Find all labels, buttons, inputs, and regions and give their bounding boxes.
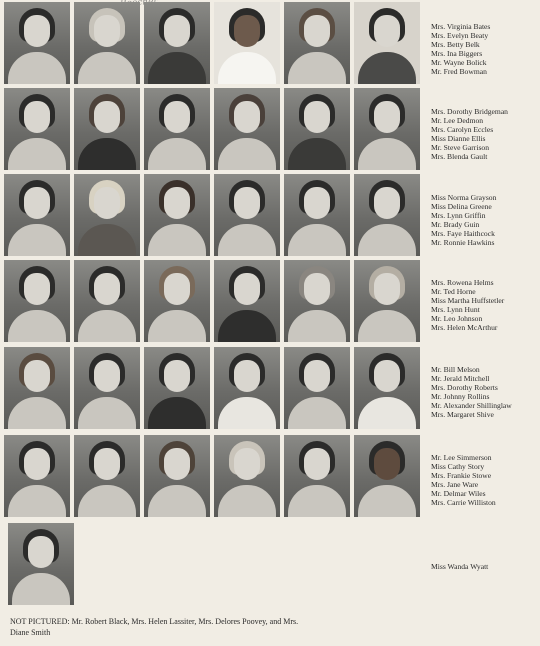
name-list (431, 365, 539, 429)
teacher-name: Mrs. Rowena Helms (431, 278, 494, 287)
photo-row (4, 523, 84, 607)
portrait-photo (74, 88, 140, 170)
portrait-photo (74, 2, 140, 84)
teacher-name (431, 420, 539, 429)
teacher-name: Mrs. Lynn Hunt (431, 305, 480, 315)
portrait-photo (214, 435, 280, 517)
teacher-name: Miss Delina Greene (431, 202, 492, 212)
photo-row (4, 88, 424, 172)
teacher-name: Mr. Lee Dedmon (431, 116, 484, 126)
portrait-photo (144, 2, 210, 84)
teacher-name: Mrs. Ina Biggers (431, 49, 483, 59)
teacher-name: Mr. Ronnie Hawkins (431, 238, 495, 248)
teacher-name: Miss Norma Grayson (431, 193, 497, 202)
portrait-photo (354, 2, 420, 84)
portrait-photo (214, 2, 280, 84)
name-list (431, 562, 539, 571)
teacher-name: Mr. Leo Johnson (431, 314, 483, 324)
portrait-photo (214, 260, 280, 342)
teacher-name: Miss Martha Huffstetler (431, 296, 505, 306)
teacher-name: Miss Dianne Ellis (431, 134, 486, 144)
portrait-photo (214, 88, 280, 170)
teacher-name: Mr. Jerald Mitchell (431, 374, 490, 384)
photo-row (4, 435, 424, 519)
portrait-photo (8, 523, 74, 605)
portrait-photo (144, 88, 210, 170)
portrait-photo (284, 260, 350, 342)
name-list (431, 22, 539, 77)
teacher-name: Mrs. Margaret Shive (431, 410, 494, 420)
teacher-name: Mr. Bill Melson (431, 365, 480, 374)
name-list (431, 278, 539, 333)
portrait-photo (214, 174, 280, 256)
teacher-name: Mr. Steve Garrison (431, 143, 489, 153)
photo-row (4, 174, 424, 258)
teacher-name: Mrs. Carolyn Eccles (431, 125, 494, 135)
portrait-photo (74, 260, 140, 342)
portrait-photo (144, 174, 210, 256)
portrait-photo (284, 2, 350, 84)
portrait-photo (354, 260, 420, 342)
teacher-name: Mrs. Blenda Gault (431, 152, 488, 162)
portrait-photo (354, 347, 420, 429)
portrait-photo (4, 347, 70, 429)
teacher-name: Mrs. Dorothy Roberts (431, 383, 498, 393)
portrait-photo (74, 174, 140, 256)
name-list (431, 193, 539, 248)
teacher-name: Mrs. Evelyn Beaty (431, 31, 489, 41)
portrait-photo (144, 260, 210, 342)
portrait-photo (144, 347, 210, 429)
teacher-name: Miss Wanda Wyatt (431, 562, 489, 571)
teacher-name: Mrs. Dorothy Bridgeman (431, 107, 508, 116)
portrait-photo (74, 435, 140, 517)
portrait-photo (284, 435, 350, 517)
teacher-name: Miss Cathy Story (431, 462, 485, 472)
name-list (431, 107, 539, 162)
photo-row (4, 260, 424, 344)
portrait-photo (4, 260, 70, 342)
portrait-photo (4, 2, 70, 84)
not-pictured-caption: NOT PICTURED: Mr. Robert Black, Mrs. Helen Lassiter, Mrs. Delores Poovey, and Mrs. Diane Smith (10, 617, 299, 637)
teacher-name: Mr. Wayne Bolick (431, 58, 487, 68)
portrait-photo (354, 174, 420, 256)
portrait-photo (214, 347, 280, 429)
teacher-name: Mrs. Lynn Griffin (431, 211, 486, 221)
photo-row (4, 2, 424, 86)
portrait-photo (284, 347, 350, 429)
portrait-photo (354, 88, 420, 170)
portrait-photo (4, 435, 70, 517)
teacher-name: Mrs. Jane Ware (431, 480, 479, 490)
teacher-name: Mrs. Carrie Williston (431, 498, 496, 508)
photo-row (4, 347, 424, 431)
portrait-photo (4, 174, 70, 256)
portrait-photo (284, 88, 350, 170)
portrait-photo (354, 435, 420, 517)
teacher-name: Mr. Johnny Rollins (431, 392, 490, 402)
name-list (431, 453, 539, 508)
teacher-name: Mr. Alexander Shillinglaw (431, 401, 512, 411)
teacher-name: Mr. Ted Horne (431, 287, 476, 297)
teacher-name: Mr. Fred Bowman (431, 67, 487, 77)
teacher-name: Mr. Brady Guin (431, 220, 480, 230)
teacher-name: Mr. Delmar Wiles (431, 489, 486, 499)
teacher-name: Mr. Lee Simmerson (431, 453, 492, 462)
teacher-name: Mrs. Virginia Bates (431, 22, 491, 31)
teacher-name: Mrs. Helen McArthur (431, 323, 498, 333)
teacher-name: Mrs. Betty Belk (431, 40, 480, 50)
portrait-photo (144, 435, 210, 517)
portrait-photo (4, 88, 70, 170)
teacher-name: Mrs. Frankie Stowe (431, 471, 492, 481)
portrait-photo (74, 347, 140, 429)
portrait-photo (284, 174, 350, 256)
teacher-name: Mrs. Faye Haithcock (431, 229, 495, 239)
